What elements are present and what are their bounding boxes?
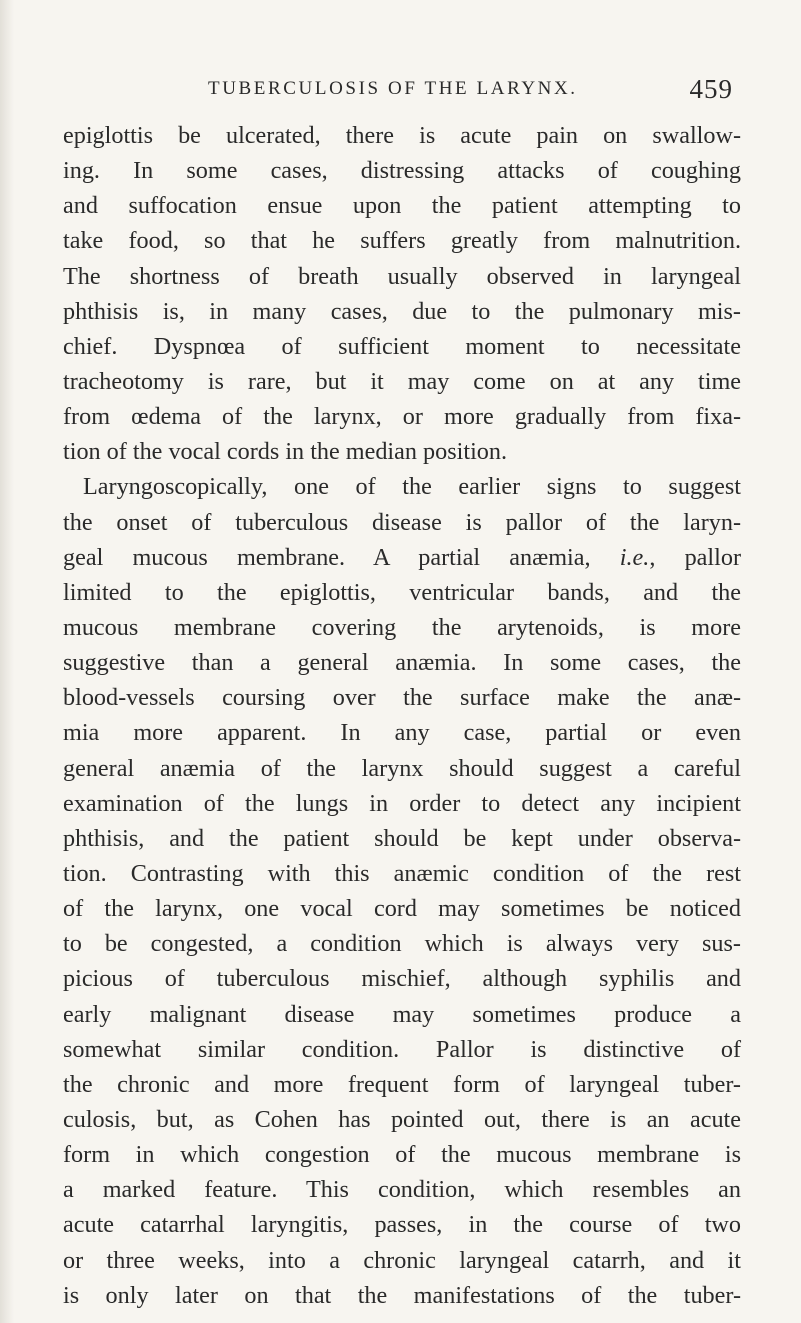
text-line: epiglottis be ulcerated, there is acute pain on swallow-	[63, 122, 741, 149]
text-line: mia more apparent. In any case, partial or even	[63, 719, 741, 747]
text-run: geal mucous membrane. A partial anæmia,	[63, 543, 620, 571]
text-line: and suffocation ensue upon the patient attempting to	[63, 192, 741, 220]
text-line: of the larynx, one vocal cord may sometimes be noticed	[63, 895, 741, 923]
text-line: culosis, but, as Cohen has pointed out, there is an acute	[63, 1105, 741, 1133]
text-line: examination of the lungs in order to detect any incipient	[63, 789, 741, 817]
text-line: the onset of tuberculous disease is pallor of the laryn-	[63, 508, 741, 536]
text-line: suggestive than a general anæmia. In some cases, the	[63, 649, 741, 677]
running-head	[63, 74, 733, 104]
text-line: general anæmia of the larynx should suggest a careful	[63, 754, 741, 782]
text-line: tion of the vocal cords in the median position.	[63, 438, 508, 466]
text-line: picious of tuberculous mischief, although syphilis and	[63, 965, 741, 993]
text-line: somewhat similar condition. Pallor is distinctive of	[63, 1035, 741, 1063]
text-line: phthisis, and the patient should be kept under observa-	[63, 824, 741, 852]
text-line: tion. Contrasting with this anæmic condition of the rest	[63, 859, 741, 887]
text-line: acute catarrhal laryngitis, passes, in the course of two	[63, 1211, 741, 1239]
gutter-shadow	[0, 0, 14, 1323]
text-line: to be congested, a condition which is always very sus-	[63, 930, 741, 958]
text-line: blood-vessels coursing over the surface make the anæ-	[63, 684, 741, 712]
text-line-with-italic	[63, 540, 741, 575]
text-line: limited to the epiglottis, ventricular bands, and the	[63, 578, 741, 606]
text-line: from œdema of the larynx, or more gradually from fixa-	[63, 403, 741, 431]
text-line: is only later on that the manifestations of the tuber-	[63, 1281, 741, 1309]
text-line: the chronic and more frequent form of laryngeal tuber-	[63, 1070, 741, 1098]
paragraph-start-line: Laryngoscopically, one of the earlier signs to suggest	[83, 473, 741, 501]
text-line: form in which congestion of the mucous membrane is	[63, 1141, 741, 1169]
text-line: mucous membrane covering the arytenoids, is more	[63, 613, 741, 641]
text-line: tracheotomy is rare, but it may come on at any time	[63, 367, 741, 395]
italic-abbreviation: i.e.	[619, 543, 650, 571]
text-line: or three weeks, into a chronic laryngeal catarrh, and it	[63, 1246, 741, 1274]
text-line: take food, so that he suffers greatly from malnutrition.	[63, 227, 741, 255]
text-line: ing. In some cases, distressing attacks of coughing	[63, 157, 741, 185]
page-number: 459	[689, 74, 733, 104]
text-line: chief. Dyspnœa of sufficient moment to necessitate	[63, 332, 741, 360]
text-line: a marked feature. This condition, which resembles an	[63, 1176, 741, 1204]
text-line: The shortness of breath usually observed in laryngeal	[63, 262, 741, 290]
text-line: early malignant disease may sometimes produce a	[63, 1000, 741, 1028]
running-title: TUBERCULOSIS OF THE LARYNX.	[208, 78, 578, 99]
body-text	[63, 118, 741, 1313]
text-line: phthisis is, in many cases, due to the pulmonary mis-	[63, 297, 741, 325]
text-run: , pallor	[649, 543, 742, 571]
